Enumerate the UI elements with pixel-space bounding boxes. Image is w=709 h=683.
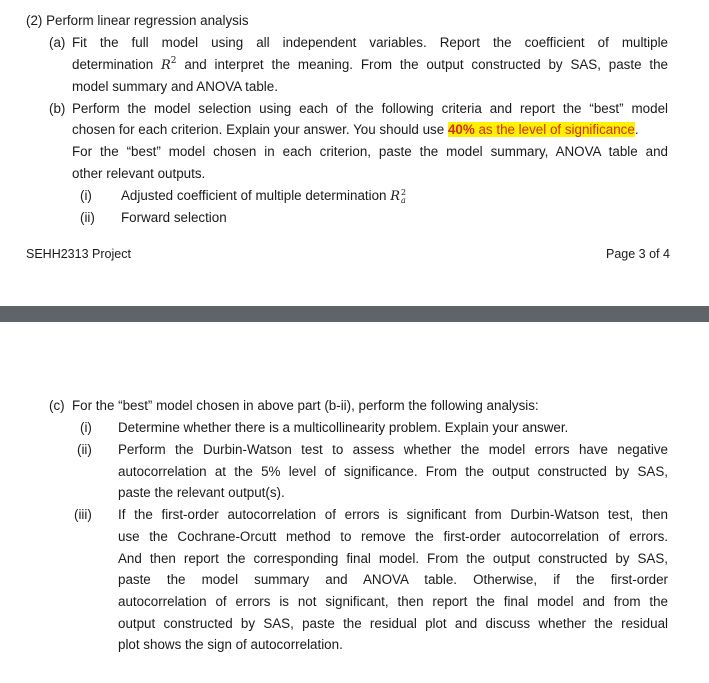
item-b-line-4: other relevant outputs. [72,166,206,181]
item-c-iii-marker: (iii) [74,507,92,522]
item-b-ii-marker: (ii) [80,210,95,225]
item-b-line-2-pre: chosen for each criterion. Explain your answer. You should use [72,122,445,137]
item-c-ii-marker: (ii) [77,442,92,457]
highlight-40-percent: 40% [447,122,475,137]
item-c-intro: For the “best” model chosen in above part (b-ii), perform the following analysis: [72,398,539,413]
adjusted-r-squared-symbol: R 2 a [390,187,407,205]
item-a-marker: (a) [49,35,66,50]
item-c-ii-line-1: Perform the Durbin-Watson test to assess whether the model errors have negative [118,442,668,457]
r-squared-symbol: $R^2$ [160,56,177,73]
item-c-iii-line-2: use the Cochrane-Orcutt method to remove the first-order autocorrelation of errors. [118,529,668,544]
item-c-iii-line-7: plot shows the sign of autocorrelation. [118,637,343,652]
item-c-iii-line-4: paste the model summary and ANOVA table. Otherwise, if the first-order [118,572,668,587]
item-c-i-line-1: Determine whether there is a multicollinearity problem. Explain your answer. [118,420,569,435]
item-b-line-2-post: . [634,122,639,137]
section-2-heading: (2) Perform linear regression analysis [26,13,249,28]
item-c-marker: (c) [49,398,65,413]
item-b-line-1: Perform the model selection using each of the following criteria and report the “best” model [72,101,668,116]
page-separator [0,306,709,322]
item-a-line-2-post: and interpret the meaning. From the output constructed by SAS, paste the [184,57,668,72]
item-a-line-2 [72,54,668,77]
item-b-i-text: Adjusted coefficient of multiple determination R 2 a [121,187,407,205]
footer-page-number: Page 3 of 4 [606,247,670,261]
item-c-iii-line-5: autocorrelation of errors is not significant, then report the final model and from the [118,594,668,609]
item-b-i-marker: (i) [80,188,92,203]
item-b-line-2 [72,119,639,141]
item-a-line-1: Fit the full model using all independent variables. Report the coefficient of multiple [72,35,668,50]
highlight-significance: as the level of significance [475,122,635,137]
item-c-iii-line-6: output constructed by SAS, paste the residual plot and discuss whether the residual [118,616,668,631]
document-page-3 [0,0,709,300]
item-b-ii-text: Forward selection [121,210,227,225]
item-c-ii-line-2: autocorrelation at the 5% level of significance. From the output constructed by SAS, [118,464,668,479]
item-b-line-3: For the “best” model chosen in each criterion, paste the model summary, ANOVA table and [72,144,668,159]
item-c-ii-line-3: paste the relevant output(s). [118,485,285,500]
item-b-marker: (b) [49,101,66,116]
item-c-i-marker: (i) [80,420,92,435]
item-c-iii-line-3: And then report the corresponding final model. From the output constructed by SAS, [118,551,668,566]
item-c-iii-line-1: If the first-order autocorrelation of errors is significant from Durbin-Watson test, then [118,507,668,522]
item-a-line-2-pre: determination [72,57,154,72]
item-a-line-3: model summary and ANOVA table. [72,79,278,94]
footer-course-code: SEHH2313 Project [26,247,131,261]
document-page-4 [0,322,709,683]
